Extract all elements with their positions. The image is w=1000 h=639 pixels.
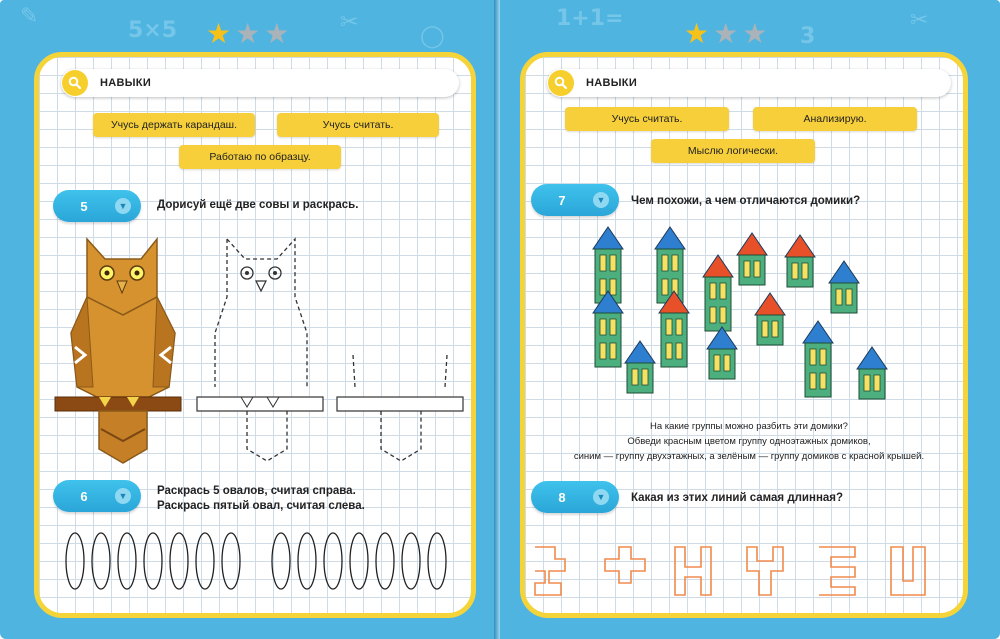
house-icon xyxy=(755,293,785,345)
chevron-down-icon: ▼ xyxy=(593,489,609,505)
houses-illustration xyxy=(593,227,893,407)
worksheet-card xyxy=(520,52,968,618)
chevron-down-icon: ▼ xyxy=(115,488,131,504)
task-number-badge: 8 ▼ xyxy=(531,481,619,513)
star-icon: ★ xyxy=(713,17,739,50)
dashed-owl-outline xyxy=(337,237,467,467)
star-icon: ★ xyxy=(206,17,232,50)
right-page xyxy=(500,0,1000,639)
house-icon xyxy=(703,255,733,331)
skills-header-label: НАВЫКИ xyxy=(586,77,638,89)
task-number-badge: 5 ▼ xyxy=(53,190,141,222)
star-icon: ★ xyxy=(684,17,710,50)
difficulty-stars xyxy=(206,17,290,50)
doodle-decoration: 1+1= xyxy=(556,6,624,31)
task-5-text: Дорисуй ещё две совы и раскрась. xyxy=(157,199,359,211)
oval-shape[interactable] xyxy=(170,533,188,589)
zigzag-line[interactable] xyxy=(535,547,565,595)
chevron-down-icon: ▼ xyxy=(593,192,609,208)
oval-shape[interactable] xyxy=(222,533,240,589)
doodle-decoration: ✂ xyxy=(340,10,359,35)
skills-header-bar xyxy=(61,69,459,97)
search-icon xyxy=(548,70,574,96)
owl-illustration xyxy=(53,237,193,467)
house-icon xyxy=(707,327,737,379)
left-page xyxy=(0,0,498,639)
difficulty-stars xyxy=(684,17,768,50)
oval-shape[interactable] xyxy=(272,533,290,589)
house-icon xyxy=(829,261,859,313)
task-7-instructions: На какие группы можно разбить эти домики? Обведи красным цветом группу одноэтажных домиков, синим — группу двухэтажных, а зелёным — группу домиков с красной крышей. xyxy=(573,421,925,462)
oval-shape[interactable] xyxy=(92,533,110,589)
doodle-decoration: ✂ xyxy=(910,8,929,33)
skill-tag: Учусь считать. xyxy=(277,113,439,137)
oval-shape[interactable] xyxy=(428,533,446,589)
house-icon xyxy=(655,227,685,303)
star-icon: ★ xyxy=(264,17,290,50)
doodle-decoration: 5×5 xyxy=(128,18,178,43)
skill-tag: Мыслю логически. xyxy=(651,139,815,163)
oval-shape[interactable] xyxy=(376,533,394,589)
task-7-text: Чем похожи, а чем отличаются домики? xyxy=(631,195,861,207)
oval-shape[interactable] xyxy=(324,533,342,589)
zigzag-line[interactable] xyxy=(675,547,711,595)
house-icon xyxy=(625,341,655,393)
house-icon xyxy=(785,235,815,287)
chevron-down-icon: ▼ xyxy=(115,198,131,214)
zigzag-line[interactable] xyxy=(605,547,645,583)
oval-shape[interactable] xyxy=(144,533,162,589)
task-number-badge: 6 ▼ xyxy=(53,480,141,512)
house-icon xyxy=(737,233,767,285)
worksheet-card xyxy=(34,52,476,618)
skill-tag: Учусь считать. xyxy=(565,107,729,131)
task-6-text: Раскрась 5 овалов, считая справа. Раскрась пятый овал, считая слева. xyxy=(157,485,365,512)
skills-header-bar xyxy=(547,69,951,97)
zigzag-lines xyxy=(525,541,965,601)
skill-tag: Анализирую. xyxy=(753,107,917,131)
zigzag-line[interactable] xyxy=(819,547,855,595)
zigzag-line[interactable] xyxy=(747,547,783,595)
star-icon: ★ xyxy=(235,17,261,50)
skill-tag: Работаю по образцу. xyxy=(179,145,341,169)
task-8-text: Какая из этих линий самая длинная? xyxy=(631,492,844,504)
oval-shape[interactable] xyxy=(402,533,420,589)
skill-tag: Учусь держать карандаш. xyxy=(93,113,255,137)
ovals-row xyxy=(65,531,465,593)
star-icon: ★ xyxy=(742,17,768,50)
oval-shape[interactable] xyxy=(118,533,136,589)
doodle-decoration: ◯ xyxy=(420,24,445,49)
oval-shape[interactable] xyxy=(350,533,368,589)
skills-header-label: НАВЫКИ xyxy=(100,77,152,89)
oval-shape[interactable] xyxy=(66,533,84,589)
oval-shape[interactable] xyxy=(196,533,214,589)
house-icon xyxy=(857,347,887,399)
house-icon xyxy=(803,321,833,397)
oval-shape[interactable] xyxy=(298,533,316,589)
search-icon xyxy=(62,70,88,96)
dashed-owl-outline xyxy=(197,237,327,467)
zigzag-line[interactable] xyxy=(891,547,925,595)
doodle-decoration: ✎ xyxy=(20,4,39,29)
doodle-decoration: 3 xyxy=(800,24,816,49)
task-number-badge: 7 ▼ xyxy=(531,184,619,216)
